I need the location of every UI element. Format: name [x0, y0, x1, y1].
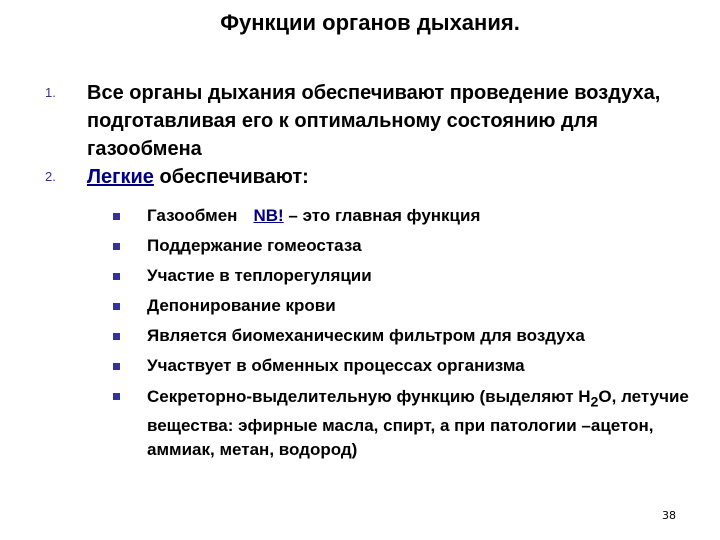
- numbered-item-1: [0, 79, 720, 163]
- bullet-item-secretory: [0, 381, 720, 462]
- square-bullet-icon: [113, 273, 120, 280]
- bullet-list: [0, 201, 720, 462]
- bullet-item-air-filter: [0, 321, 720, 351]
- formula-h: H: [578, 387, 591, 406]
- numbered-item-text: [87, 163, 687, 191]
- formula-subscript: 2: [590, 394, 599, 411]
- square-bullet-icon: [113, 333, 120, 340]
- bullet-text: [147, 385, 717, 462]
- square-bullet-icon: [113, 243, 120, 250]
- bullet-item-blood-deposition: [0, 291, 720, 321]
- bullet-text: Депонирование крови: [147, 296, 336, 315]
- bullet-item-thermoregulation: [0, 261, 720, 291]
- numbered-item-2: [0, 163, 720, 191]
- numbered-item-text-after: обеспечивают:: [153, 166, 309, 188]
- bullet-text-after-formula: , летучие вещества: эфирные масла, спирт, а при патологии –ацетон, аммиак, метан, водород): [147, 387, 689, 460]
- square-bullet-icon: [113, 393, 120, 400]
- bullet-text: [147, 201, 717, 231]
- water-formula: [578, 387, 612, 411]
- bullet-text: Участвует в обменных процессах организма: [147, 356, 525, 375]
- numbered-list: [0, 79, 720, 191]
- list-number: 1.: [45, 85, 56, 100]
- square-bullet-icon: [113, 303, 120, 310]
- bullet-item-homeostasis: [0, 231, 720, 261]
- list-number: 2.: [45, 169, 56, 184]
- nb-link[interactable]: NB!: [253, 206, 284, 225]
- bullet-text-after: – это главная функция: [283, 206, 481, 225]
- bullet-text-main: Газообмен: [147, 206, 238, 225]
- bullet-text-before-formula: Секреторно-выделительную функцию (выделяют: [147, 387, 579, 406]
- numbered-item-text: Все органы дыхания обеспечивают проведение воздуха, подготавливая его к оптимальному состоянию для газообмена: [87, 82, 661, 160]
- bullet-text: Является биомеханическим фильтром для воздуха: [147, 326, 585, 345]
- lungs-link[interactable]: Легкие: [87, 166, 154, 188]
- formula-o: O: [598, 387, 612, 406]
- square-bullet-icon: [113, 363, 120, 370]
- square-bullet-icon: [113, 213, 120, 220]
- bullet-text: Участие в теплорегуляции: [147, 266, 372, 285]
- slide-title: Функции органов дыхания.: [220, 10, 520, 35]
- bullet-text: Поддержание гомеостаза: [147, 236, 362, 255]
- bullet-item-gas-exchange: [0, 201, 720, 231]
- bullet-item-metabolism: [0, 351, 720, 381]
- page-number: 38: [662, 509, 676, 522]
